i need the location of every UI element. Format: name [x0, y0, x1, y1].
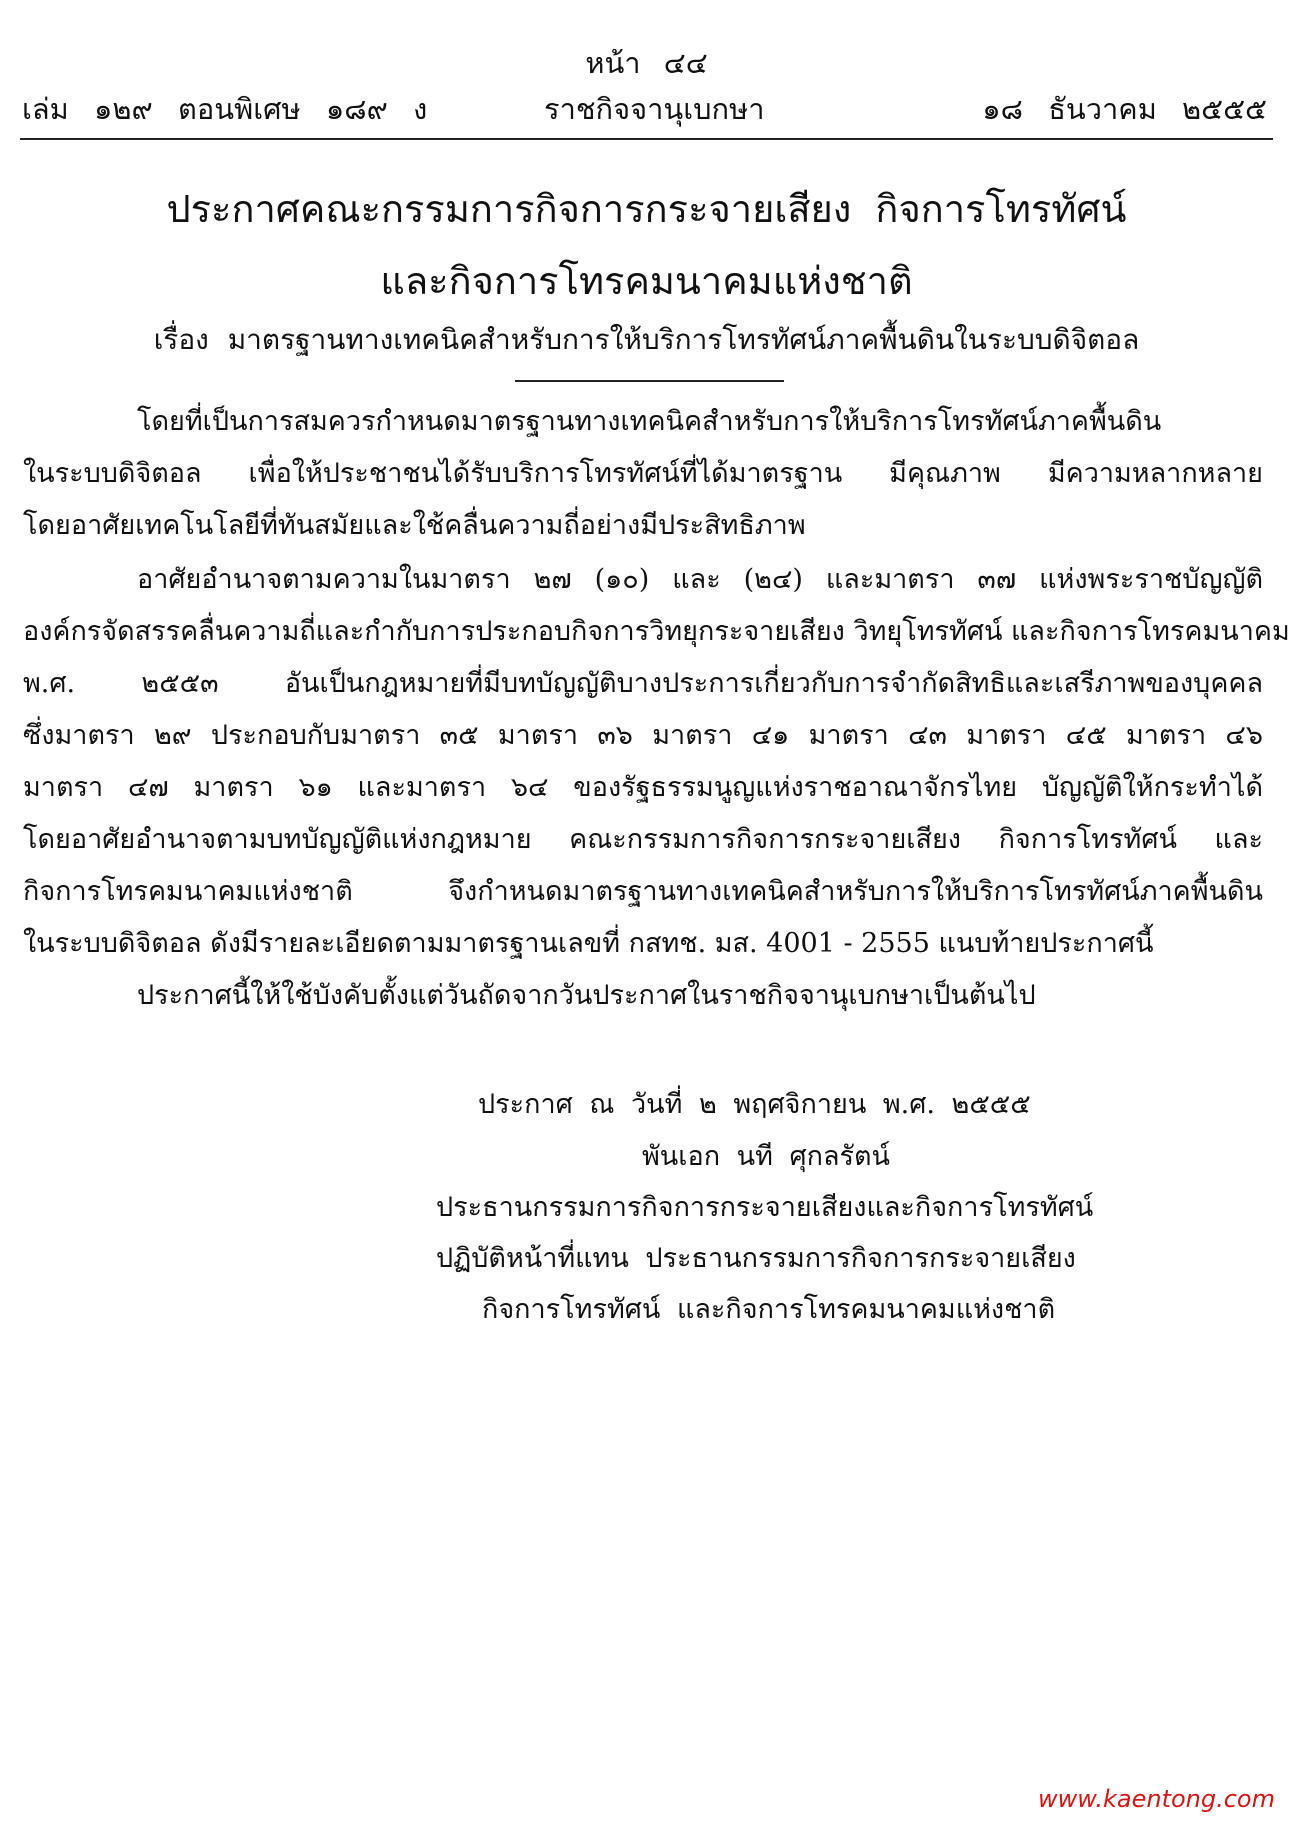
- announcement-title-line-1: ประกาศคณะกรรมการกิจการกระจายเสียง กิจการโทรทัศน์: [166, 187, 1127, 231]
- announcement-subject: เรื่อง มาตรฐานทางเทคนิคสำหรับการให้บริการโทรทัศน์ภาคพื้นดินในระบบดิจิตอล: [153, 323, 1140, 356]
- paragraph-effective-date: [23, 970, 1263, 1022]
- body-line: องค์กรจัดสรรคลื่นความถี่และกำกับการประกอบกิจการวิทยุกระจายเสียง วิทยุโทรทัศน์ และกิจการโทรคมนาคม: [23, 616, 1290, 647]
- signature-date: ประกาศ ณ วันที่ ๒ พฤศจิกายน พ.ศ. ๒๕๕๕: [478, 1089, 1031, 1120]
- signatory-name: พันเอก นที ศุกลรัตน์: [642, 1141, 890, 1172]
- signatory-position-3: กิจการโทรทัศน์ และกิจการโทรคมนาคมแห่งชาติ: [482, 1294, 1056, 1325]
- body-line: โดยอาศัยอำนาจตามบทบัญญัติแห่งกฎหมาย คณะกรรมการกิจการกระจายเสียง กิจการโทรทัศน์ และ: [23, 824, 1263, 855]
- body-line: อาศัยอำนาจตามความในมาตรา ๒๗ (๑๐) และ (๒๔) และมาตรา ๓๗ แห่งพระราชบัญญัติ: [137, 564, 1263, 595]
- body-line: ซึ่งมาตรา ๒๙ ประกอบกับมาตรา ๓๕ มาตรา ๓๖ มาตรา ๔๑ มาตรา ๔๓ มาตรา ๔๕ มาตรา ๔๖: [23, 720, 1263, 751]
- signatory-position-2: ปฏิบัติหน้าที่แทน ประธานกรรมการกิจการกระจายเสียง: [436, 1243, 1076, 1274]
- body-line: ในระบบดิจิตอล ดังมีรายละเอียดตามมาตรฐานเลขที่ กสทช. มส. 4001 - 2555 แนบท้ายประกาศนี้: [23, 928, 1154, 959]
- website-watermark: www.kaentong.com: [1038, 1785, 1275, 1813]
- gazette-name: ราชกิจจานุเบกษา: [544, 92, 765, 126]
- header-divider: [20, 138, 1273, 140]
- body-line: ในระบบดิจิตอล เพื่อให้ประชาชนได้รับบริการโทรทัศน์ที่ได้มาตรฐาน มีคุณภาพ มีความหลากหลาย: [23, 458, 1263, 489]
- page-number: หน้า ๔๔: [585, 46, 708, 80]
- title-divider: [515, 380, 784, 382]
- signatory-position-1: ประธานกรรมการกิจการกระจายเสียงและกิจการโทรทัศน์: [436, 1192, 1094, 1223]
- publication-date: ๑๘ ธันวาคม ๒๕๕๕: [982, 92, 1267, 126]
- announcement-title-line-2: และกิจการโทรคมนาคมแห่งชาติ: [380, 259, 913, 303]
- body-line: กิจการโทรคมนาคมแห่งชาติ จึงกำหนดมาตรฐานทางเทคนิคสำหรับการให้บริการโทรทัศน์ภาคพื้นดิน: [23, 876, 1263, 907]
- paragraph-legal-basis: [23, 554, 1290, 970]
- body-line: ประกาศนี้ให้ใช้บังคับตั้งแต่วันถัดจากวันประกาศในราชกิจจานุเบกษาเป็นต้นไป: [137, 980, 1036, 1011]
- volume-issue: เล่ม ๑๒๙ ตอนพิเศษ ๑๘๙ ง: [22, 92, 428, 126]
- body-line: มาตรา ๔๗ มาตรา ๖๑ และมาตรา ๖๔ ของรัฐธรรมนูญแห่งราชอาณาจักรไทย บัญญัติให้กระทำได้: [23, 772, 1263, 803]
- paragraph-preamble: [23, 396, 1263, 552]
- body-line: พ.ศ. ๒๕๕๓ อันเป็นกฎหมายที่มีบทบัญญัติบางประการเกี่ยวกับการจำกัดสิทธิและเสรีภาพของบุคคล: [23, 668, 1263, 699]
- body-line: โดยที่เป็นการสมควรกำหนดมาตรฐานทางเทคนิคสำหรับการให้บริการโทรทัศน์ภาคพื้นดิน: [137, 406, 1162, 437]
- body-line: โดยอาศัยเทคโนโลยีที่ทันสมัยและใช้คลื่นความถี่อย่างมีประสิทธิภาพ: [23, 510, 806, 541]
